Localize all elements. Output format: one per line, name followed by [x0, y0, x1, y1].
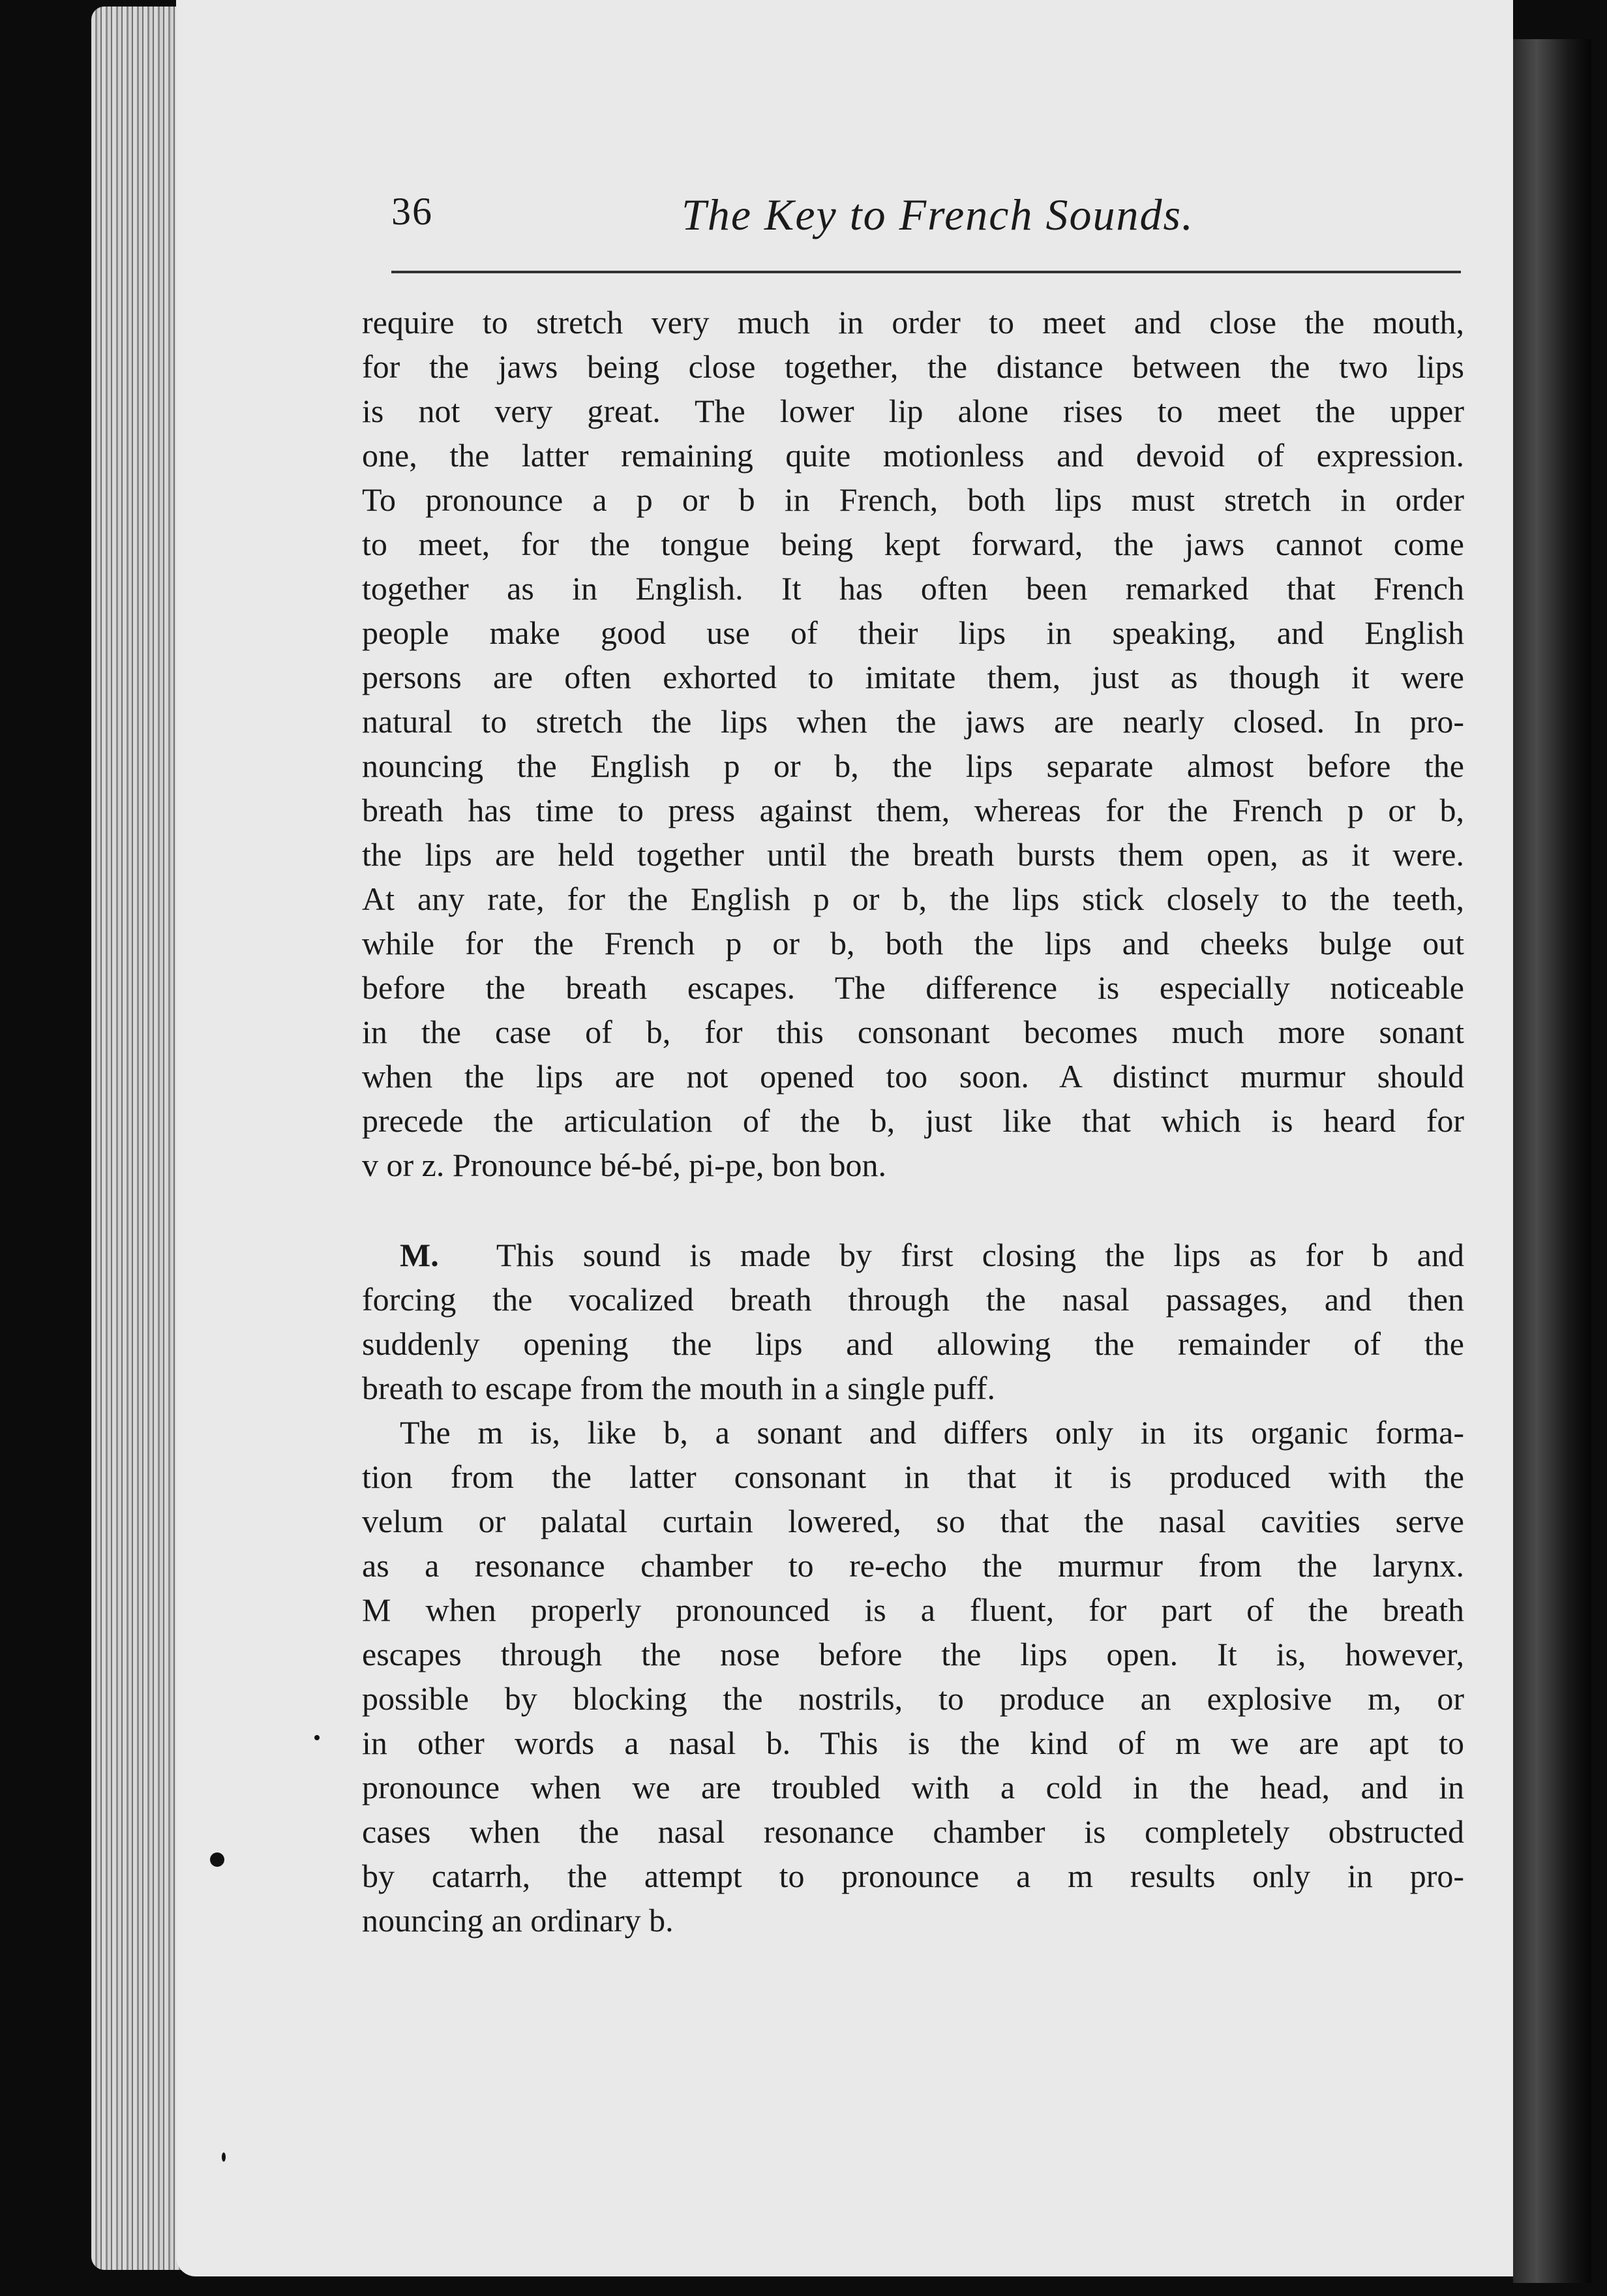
ink-speck — [210, 1852, 224, 1867]
text-line: to meet, for the tongue being kept forward, the jaws cannot come — [362, 526, 1464, 562]
text-line: natural to stretch the lips when the jaws are nearly closed. In pro- — [362, 703, 1464, 740]
text-line: tion from the latter consonant in that it is produced with the — [362, 1458, 1464, 1495]
paragraph-m-definition — [362, 1233, 1464, 1410]
text-line: suddenly opening the lips and allowing the remainder of the — [362, 1325, 1464, 1362]
text-line: breath has time to press against them, whereas for the French p or b, — [362, 792, 1464, 828]
text-line: nouncing an ordinary b. — [362, 1902, 674, 1939]
text-line: people make good use of their lips in speaking, and English — [362, 614, 1464, 651]
text-line: while for the French p or b, both the lips and cheeks bulge out — [362, 925, 1464, 961]
text-line: by catarrh, the attempt to pronounce a m results only in pro- — [362, 1858, 1464, 1894]
text-line: At any rate, for the English p or b, the lips stick closely to the teeth, — [362, 881, 1464, 917]
ink-speck — [222, 2152, 226, 2162]
text-line: possible by blocking the nostrils, to produce an explosive m, or — [362, 1680, 1464, 1717]
running-title: The Key to French Sounds. — [682, 190, 1194, 239]
text-line: as a resonance chamber to re-echo the murmur from the larynx. — [362, 1547, 1464, 1584]
text-line: persons are often exhorted to imitate them, just as though it were — [362, 659, 1464, 695]
text-line: one, the latter remaining quite motionless and devoid of expression. — [362, 437, 1464, 474]
running-head — [391, 189, 1461, 248]
text-line: forcing the vocalized breath through the nasal passages, and then — [362, 1281, 1464, 1318]
text-line: The m is, like b, a sonant and differs only in its organic forma- — [400, 1414, 1464, 1451]
text-line: in other words a nasal b. This is the kind of m we are apt to — [362, 1725, 1464, 1761]
page-stack-edges — [91, 7, 189, 2270]
text-line: velum or palatal curtain lowered, so that the nasal cavities serve — [362, 1503, 1464, 1539]
paragraph-m-sonant — [362, 1410, 1464, 1942]
text-line: for the jaws being close together, the distance between the two lips — [362, 348, 1464, 385]
text-line: nouncing the English p or b, the lips separate almost before the — [362, 748, 1464, 784]
paragraph-bilabial — [362, 300, 1464, 1187]
header-rule — [391, 271, 1461, 273]
text-line: the lips are held together until the breath bursts them open, as it were. — [362, 836, 1464, 873]
body-text — [362, 300, 1464, 1942]
text-line: together as in English. It has often been remarked that French — [362, 570, 1464, 607]
text-line: when the lips are not opened too soon. A distinct murmur should — [362, 1058, 1464, 1095]
text-line: v or z. Pronounce bé-bé, pi-pe, bon bon. — [362, 1147, 886, 1183]
section-letter-m: M. — [400, 1237, 439, 1273]
text-line: M when properly pronounced is a fluent, for part of the breath — [362, 1592, 1464, 1628]
text-line — [362, 1233, 1464, 1277]
text-line: in the case of b, for this consonant becomes much more sonant — [362, 1014, 1464, 1050]
text-line: is not very great. The lower lip alone rises to meet the upper — [362, 393, 1464, 429]
text-line: pronounce when we are troubled with a cold in the head, and in — [362, 1769, 1464, 1805]
text-line: before the breath escapes. The difference is especially noticeable — [362, 969, 1464, 1006]
text-line: To pronounce a p or b in French, both lips must stretch in order — [362, 481, 1464, 518]
page-number: 36 — [391, 190, 433, 233]
text-fragment: This sound is made by first closing the lips as for b and — [496, 1237, 1464, 1273]
binding-shadow — [1513, 39, 1591, 2283]
text-line: cases when the nasal resonance chamber is completely obstructed — [362, 1813, 1464, 1850]
ink-speck — [314, 1735, 320, 1740]
text-line: escapes through the nose before the lips open. It is, however, — [362, 1636, 1464, 1672]
text-line: breath to escape from the mouth in a single puff. — [362, 1370, 996, 1406]
text-line: precede the articulation of the b, just like that which is heard for — [362, 1102, 1464, 1139]
text-line: require to stretch very much in order to meet and close the mouth, — [362, 304, 1464, 340]
paragraph-gap — [362, 1187, 1464, 1233]
